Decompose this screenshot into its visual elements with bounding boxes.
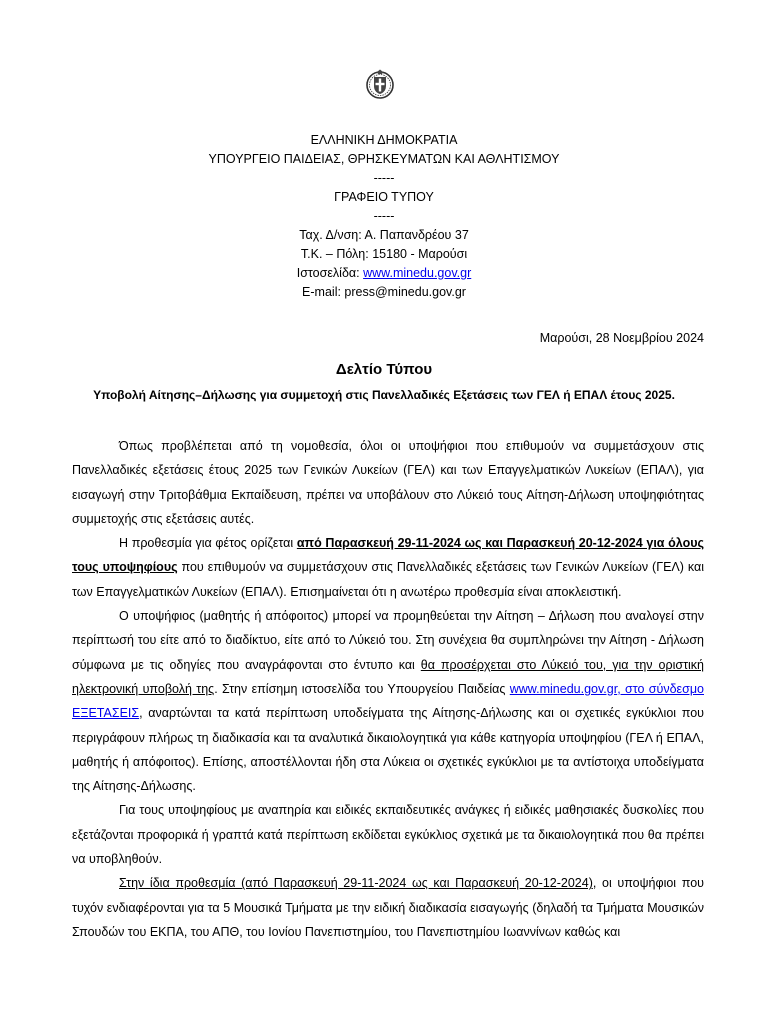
- header-email: E-mail: press@minedu.gov.gr: [302, 285, 466, 299]
- greek-coat-of-arms-icon: [364, 68, 396, 100]
- header-ministry: ΥΠΟΥΡΓΕΙΟ ΠΑΙΔΕΙΑΣ, ΘΡΗΣΚΕΥΜΑΤΩΝ ΚΑΙ ΑΘΛΗΤΙΣΜΟΥ: [208, 152, 560, 166]
- p2-text: που επιθυμούν να συμμετάσχουν στις Πανελλαδικές εξετάσεις των Γενικών Λυκείων (ΓΕΛ) και των Επαγγελματικών Λυκείων (ΕΠΑΛ). Επισημαίνεται ότι η ανωτέρω προθεσμία είναι αποκλειστική.: [72, 560, 704, 599]
- p3-text: , αναρτώνται τα κατά περίπτωση υποδείγματα της Αίτησης-Δήλωσης και οι σχετικές εγκύκλιοι που περιγράφουν πλήρως τη διαδικασία και τα αναλυτικά δικαιολογητικά για κάθε κατηγορία υποψηφίου (ΓΕΛ ή ΕΠΑΛ, μαθητής ή απόφοιτος). Επίσης, αποστέλλονται ήδη στα Λύκεια οι σχετικές εγκύκλιοι με τα αντίστοιχα υποδείγματα της Αίτησης-Δήλωσης.: [72, 706, 704, 794]
- exams-link[interactable]: , στο σύνδεσμο ΕΞΕΤΑΣΕΙΣ: [72, 681, 704, 721]
- p3-text: Ο υποψήφιος (μαθητής ή απόφοιτος) μπορεί να προμηθεύεται την Αίτηση – Δήλωση που αναλογεί στην περίπτωσή του είτε από το διαδίκτυο, είτε από το Λύκειό του. Στη συνέχεια θα συμπληρώνει την Αίτηση - Δήλωση σύμφωνα με τις οδηγίες που αναγράφονται στο έντυπο και: [72, 609, 704, 672]
- p3-text: . Στην επίσημη ιστοσελίδα του Υπουργείου Παιδείας: [214, 681, 510, 696]
- submission-highlight: θα προσέρχεται στο Λύκειό του, για την οριστική ηλεκτρονική υποβολή της: [72, 657, 704, 696]
- header-country: ΕΛΛΗΝΙΚΗ ΔΗΜΟΚΡΑΤΙΑ: [310, 133, 458, 147]
- header-website: [0, 264, 768, 283]
- p5-text: , οι υποψήφιοι που τυχόν ενδιαφέρονται για τα 5 Μουσικά Τμήματα με την ειδική διαδικασία εισαγωγής (δηλαδή τα Τμήματα Μουσικών Σπουδών του ΕΚΠΑ, του ΑΠΘ, του Ιονίου Πανεπιστημίου, του Πανεπιστημίου Ιωαννίνων καθώς και: [72, 876, 704, 939]
- paragraph-2: [72, 531, 704, 604]
- website-link[interactable]: www.minedu.gov.gr: [363, 266, 472, 280]
- document-title: Δελτίο Τύπου: [335, 361, 433, 378]
- paragraph-1: Όπως προβλέπεται από τη νομοθεσία, όλοι οι υποψήφιοι που επιθυμούν να συμμετάσχουν στις Πανελλαδικές εξετάσεις έτους 2025 των Γενικών Λυκείων (ΓΕΛ) και των Επαγγελματικών Λυκείων (ΕΠΑΛ), για εισαγωγή στην Τριτοβάθμια Εκπαίδευση, πρέπει να υποβάλουν στο Λύκειό τους Αίτηση-Δήλωση υποψηφιότητας συμμετοχής στις εξετάσεις αυτές.: [72, 439, 704, 526]
- paragraph-5: [72, 871, 704, 944]
- header-address: Ταχ. Δ/νση: Α. Παπανδρέου 37: [299, 228, 469, 242]
- body-text: [72, 434, 704, 944]
- website-label: Ιστοσελίδα:: [296, 266, 364, 280]
- release-date: Μαρούσι, 28 Νοεμβρίου 2024: [539, 331, 704, 345]
- document-subtitle: Υποβολή Αίτησης–Δήλωσης για συμμετοχή στις Πανελλαδικές Εξετάσεις των ΓΕΛ ή ΕΠΑΛ έτους 2025.: [93, 388, 675, 402]
- p2-text: Η προθεσμία για φέτος ορίζεται: [119, 536, 297, 551]
- deadline-highlight: από Παρασκευή 29-11-2024 ως και Παρασκευή 20-12-2024 για όλους τους υποψηφίους: [72, 536, 704, 575]
- paragraph-3: [72, 604, 704, 798]
- header-postcode: Τ.Κ. – Πόλη: 15180 - Μαρούσι: [300, 247, 468, 261]
- minedu-link[interactable]: www.minedu.gov.gr: [509, 681, 618, 696]
- header-separator: -----: [373, 171, 395, 185]
- header-separator: -----: [373, 209, 395, 223]
- deadline-repeat: Στην ίδια προθεσμία (από Παρασκευή 29-11-2024 ως και Παρασκευή 20-12-2024): [119, 876, 593, 891]
- header-office: ΓΡΑΦΕΙΟ ΤΥΠΟΥ: [334, 190, 434, 204]
- paragraph-4: Για τους υποψηφίους με αναπηρία και ειδικές εκπαιδευτικές ανάγκες ή ειδικές μαθησιακές δυσκολίες που εξετάζονται προφορικά ή γραπτά κατά περίπτωση εκδίδεται εγκύκλιος σχετικά με τα δικαιολογητικά που θα πρέπει να υποβληθούν.: [72, 803, 704, 867]
